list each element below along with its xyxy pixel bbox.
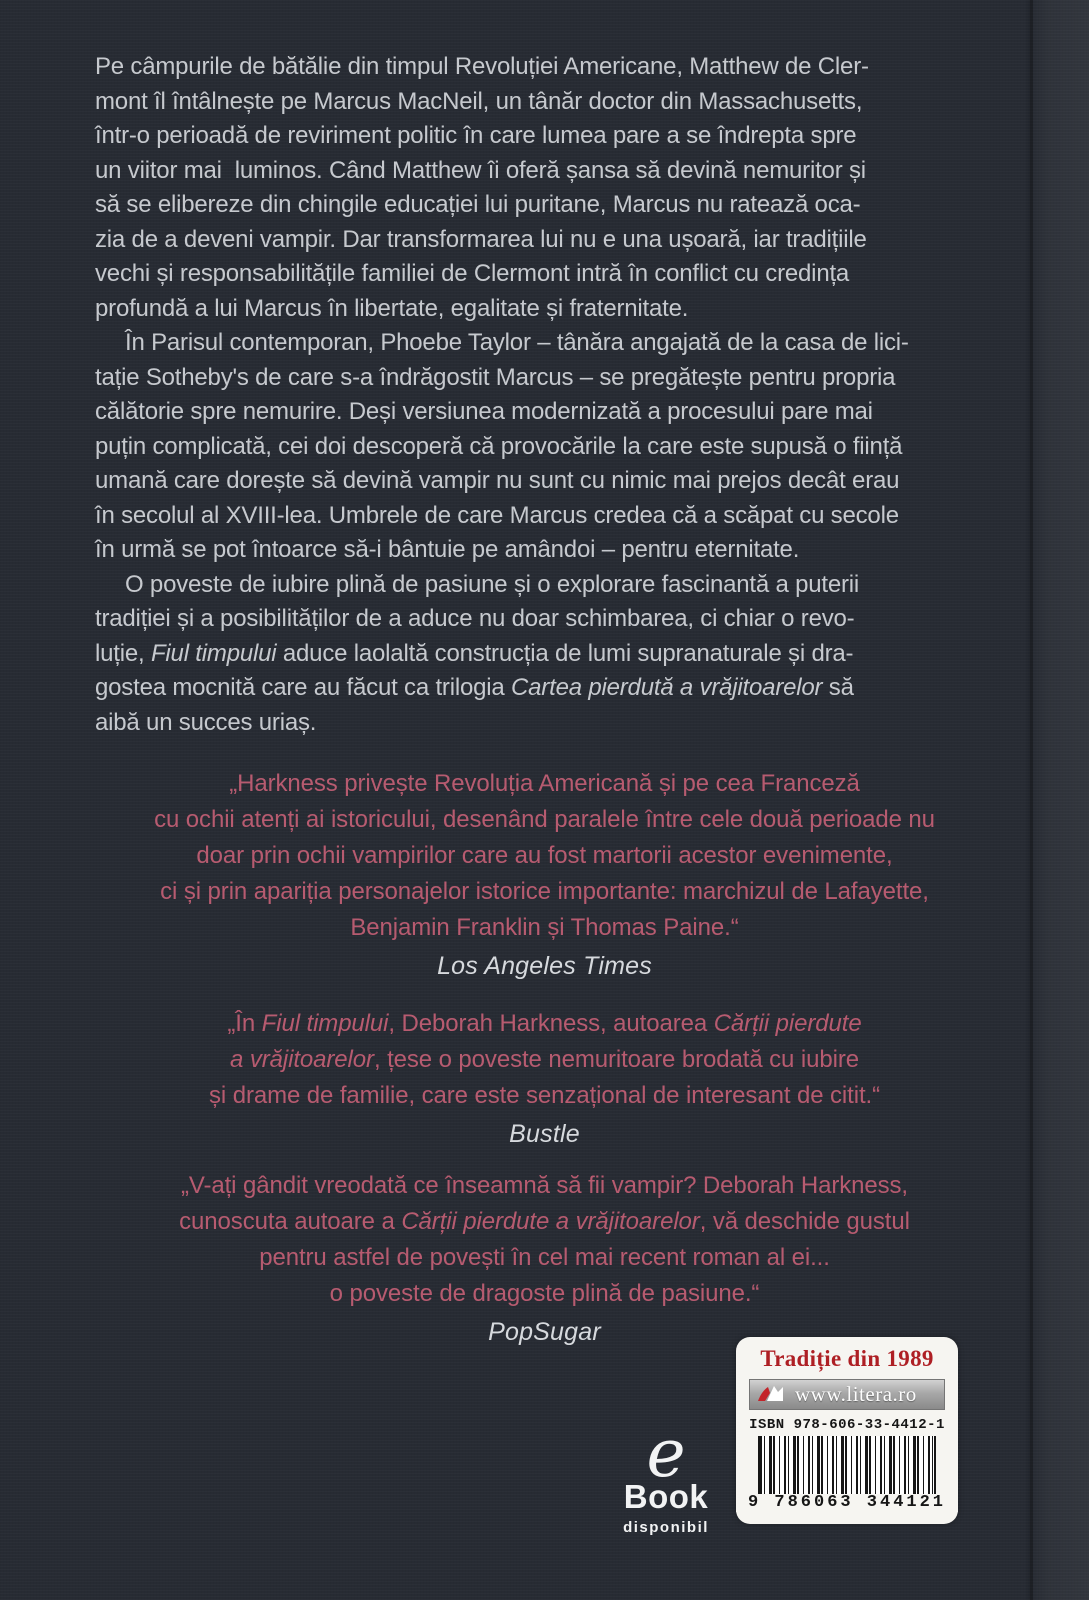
barcode <box>758 1436 936 1494</box>
review-source-bustle: Bustle <box>509 1120 580 1148</box>
isbn-text: ISBN 978-606-33-4412-1 <box>749 1417 945 1433</box>
publisher-tagline: Tradiție din 1989 <box>760 1346 934 1371</box>
synopsis-paragraph-3: O poveste de iubire plină de pasiune și o explorare fascinantă a puterii tradiției și a posibilităților de a aduce nu doar schimbarea, ci chiar o revo- luție, Fiul timpului aduce laolaltă construcția de lumi supranaturale și dra- gostea mocnită care au făcut ca trilogia Cartea pierdută a vrăjitoarelor să aibă un succes uriaș. <box>95 570 860 736</box>
review-quote-popsugar: „V-ați gândit vreodată ce înseamnă să fii vampir? Deborah Harkness, cunoscuta autoare a Cărții pierdute a vrăjitoarelor, vă deschide gustul pentru astfel de povești în cel mai recent roman al ei... o poveste de dragoste plină de pasiune.“ <box>179 1172 910 1307</box>
synopsis-paragraph-1: Pe câmpurile de bătălie din timpul Revoluției Americane, Matthew de Cler- mont îl întâlnește pe Marcus MacNeil, un tânăr doctor din Massachusetts, într-o perioadă de reviriment politic în care lumea pare a se îndrepta spre un viitor mai luminos. Când Matthew îi oferă șansa să devină nemuritor și să se elibereze din chingile educației lui puritane, Marcus nu ratează oca- zia de a deveni vampir. Dar transformarea lui nu e una ușoară, iar tradițiile vechi și responsabilitățile familiei de Clermont intră în conflict cu credința profundă a lui Marcus în libertate, egalitate și fraternitate. <box>95 53 869 322</box>
synopsis-paragraph-2: În Parisul contemporan, Phoebe Taylor – tânăra angajată de la casa de lici- tație Sotheby's de care s-a îndrăgostit Marcus – se pregătește pentru propria călătorie spre nemurire. Deși versiunea modernizată a procesului pare mai puțin complicată, cei doi descoperă că provocările la care este supusă o ființă umană care dorește să devină vampir nu sunt cu nimic mai prejos decât erau în secolul al XVIII-lea. Umbrele de care Marcus credea că a scăpat cu secole în urmă se pot întoarce să-i bântuie pe amândoi – pentru eternitate. <box>95 329 909 563</box>
ebook-wordmark: Book <box>623 1478 709 1515</box>
review-quote-la-times: „Harkness privește Revoluția Americană și pe cea Franceză cu ochii atenți ai istoricului, desenând paralele între cele două perioade nu doar prin ochii vampirilor care au fost martorii acestor evenimente, ci și prin apariția personajelor istorice importante: marchizul de Lafayette, Benjamin Franklin și Thomas Paine.“ <box>154 770 935 941</box>
website-url: www.litera.ro <box>795 1382 917 1406</box>
website-banner <box>749 1379 945 1410</box>
ebook-logo <box>598 1415 734 1536</box>
litera-logo-icon <box>755 1384 791 1406</box>
ebook-e-icon: e <box>646 1415 686 1492</box>
review-source-la-times: Los Angeles Times <box>437 952 652 980</box>
review-source-popsugar: PopSugar <box>488 1318 601 1346</box>
ebook-availability-label: disponibil <box>623 1519 709 1536</box>
review-quote-bustle: „În Fiul timpului, Deborah Harkness, autoarea Cărții pierdute a vrăjitoarelor, țese o poveste nemuritoare brodată cu iubire și drame de familie, care este senzațional de interesant de citit.“ <box>209 1010 880 1109</box>
barcode-digits: 9 786063 344121 <box>736 1494 958 1512</box>
synopsis-block <box>0 0 1089 740</box>
publisher-sticker <box>736 1337 958 1524</box>
